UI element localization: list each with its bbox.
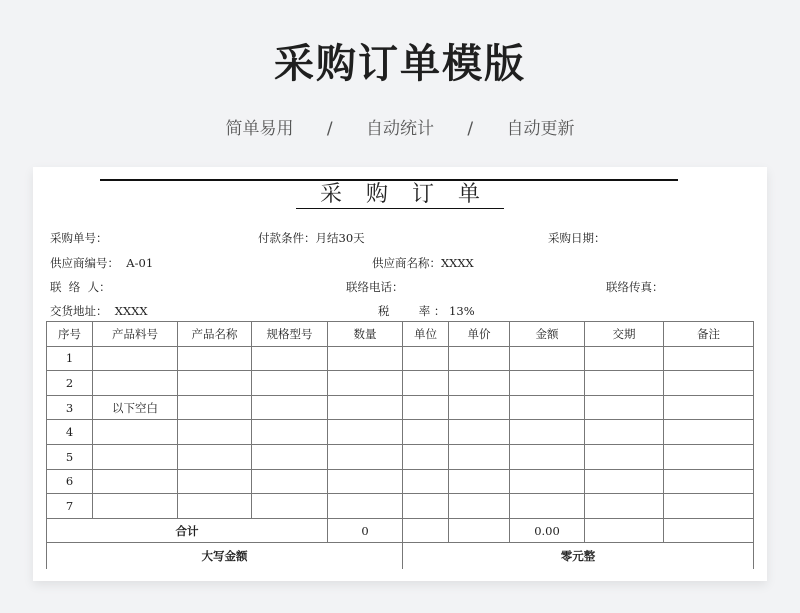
- purchase-order-sheet: [33, 167, 767, 581]
- table-cell[interactable]: [664, 444, 754, 469]
- row-number[interactable]: 6: [47, 469, 93, 494]
- table-cell[interactable]: [449, 371, 510, 396]
- table-cell[interactable]: [252, 444, 328, 469]
- table-cell[interactable]: [449, 444, 510, 469]
- separator: /: [467, 119, 474, 139]
- table-cell[interactable]: [403, 494, 449, 519]
- subtitle: [0, 114, 800, 139]
- tax-field: 税 率 ： 13%: [378, 304, 475, 318]
- table-cell[interactable]: [252, 494, 328, 519]
- date-field: 采购日期：: [548, 231, 606, 245]
- table-cell[interactable]: [403, 469, 449, 494]
- page-title: 采购订单模版: [274, 41, 526, 87]
- tag-easy: 简单易用: [225, 119, 294, 139]
- table-cell[interactable]: [328, 469, 403, 494]
- col-header: 金额: [510, 322, 585, 347]
- table-cell[interactable]: [585, 371, 664, 396]
- row-number[interactable]: 7: [47, 494, 93, 519]
- table-cell[interactable]: [178, 469, 252, 494]
- capital-row: [47, 543, 754, 570]
- col-header: 产品名称: [178, 322, 252, 347]
- table-cell[interactable]: [664, 494, 754, 519]
- table-row: [47, 444, 754, 469]
- table-cell[interactable]: [178, 494, 252, 519]
- table-cell[interactable]: [403, 444, 449, 469]
- table-cell[interactable]: [178, 420, 252, 445]
- table-cell[interactable]: [585, 346, 664, 371]
- row-number[interactable]: 1: [47, 346, 93, 371]
- row-number[interactable]: 2: [47, 371, 93, 396]
- table-cell[interactable]: [585, 395, 664, 420]
- table-cell[interactable]: [449, 494, 510, 519]
- table-cell[interactable]: [664, 420, 754, 445]
- total-amount: 0.00: [510, 518, 585, 543]
- address-field: 交货地址： XXXX: [50, 304, 148, 318]
- col-header: 单价: [449, 322, 510, 347]
- table-cell[interactable]: [449, 395, 510, 420]
- col-header: 产品料号: [93, 322, 178, 347]
- table-row: [47, 420, 754, 445]
- table-cell[interactable]: [178, 444, 252, 469]
- table-cell[interactable]: [585, 444, 664, 469]
- table-cell[interactable]: [403, 420, 449, 445]
- separator: /: [326, 119, 333, 139]
- part-no-cell[interactable]: [93, 420, 178, 445]
- table-row: [47, 371, 754, 396]
- table-cell[interactable]: [585, 420, 664, 445]
- table-cell[interactable]: [585, 469, 664, 494]
- table-row: [47, 395, 754, 420]
- table-cell[interactable]: [328, 395, 403, 420]
- fax-field: 联络传真：: [606, 280, 664, 294]
- part-no-cell[interactable]: [93, 444, 178, 469]
- col-header: 交期: [585, 322, 664, 347]
- table-cell[interactable]: [449, 469, 510, 494]
- table-row: [47, 346, 754, 371]
- divider: [100, 179, 678, 181]
- capital-value: 零元整: [403, 543, 754, 570]
- table-cell[interactable]: [252, 469, 328, 494]
- tag-auto-update: 自动更新: [506, 119, 575, 139]
- table-cell[interactable]: [252, 420, 328, 445]
- table-cell[interactable]: [403, 346, 449, 371]
- table-cell[interactable]: [510, 395, 585, 420]
- table-cell[interactable]: [510, 444, 585, 469]
- order-no-field: 采购单号：: [50, 231, 108, 245]
- total-row: [47, 518, 754, 543]
- col-header: 备注: [664, 322, 754, 347]
- table-cell[interactable]: [178, 371, 252, 396]
- table-header: [47, 322, 754, 347]
- payment-field: 付款条件：月结30天: [258, 231, 365, 245]
- table-cell[interactable]: [178, 346, 252, 371]
- doc-title: 采购订单: [296, 182, 504, 209]
- table-cell[interactable]: [510, 494, 585, 519]
- total-qty: 0: [328, 518, 403, 543]
- table-row: [47, 494, 754, 519]
- table-cell[interactable]: [328, 494, 403, 519]
- row-number[interactable]: 3: [47, 395, 93, 420]
- table-cell[interactable]: [510, 420, 585, 445]
- row-number[interactable]: 4: [47, 420, 93, 445]
- table-cell[interactable]: [403, 395, 449, 420]
- capital-label: 大写金额: [47, 543, 403, 570]
- table-cell[interactable]: [252, 395, 328, 420]
- table-cell[interactable]: [585, 494, 664, 519]
- table-cell[interactable]: [252, 371, 328, 396]
- table-cell[interactable]: [510, 469, 585, 494]
- part-no-cell[interactable]: [93, 469, 178, 494]
- part-no-cell[interactable]: [93, 371, 178, 396]
- row-number[interactable]: 5: [47, 444, 93, 469]
- col-header: 序号: [47, 322, 93, 347]
- table-row: [47, 469, 754, 494]
- tag-auto-stat: 自动统计: [366, 119, 434, 139]
- table-cell[interactable]: [328, 420, 403, 445]
- table-cell[interactable]: [664, 371, 754, 396]
- table-cell[interactable]: [328, 371, 403, 396]
- total-label: 合计: [47, 518, 328, 543]
- table-cell[interactable]: [449, 346, 510, 371]
- table-cell[interactable]: [328, 346, 403, 371]
- col-header: 单位: [403, 322, 449, 347]
- table-cell[interactable]: [510, 371, 585, 396]
- table-cell[interactable]: [449, 420, 510, 445]
- part-no-cell[interactable]: [93, 494, 178, 519]
- table-cell[interactable]: [178, 395, 252, 420]
- table-cell[interactable]: [664, 469, 754, 494]
- order-table: [46, 321, 754, 569]
- part-no-cell[interactable]: 以下空白: [93, 395, 178, 420]
- table-cell[interactable]: [664, 395, 754, 420]
- part-no-cell[interactable]: [93, 346, 178, 371]
- phone-field: 联络电话：: [346, 280, 404, 294]
- table-cell[interactable]: [252, 346, 328, 371]
- table-cell[interactable]: [403, 371, 449, 396]
- col-header: 数量: [328, 322, 403, 347]
- supplier-no-field: 供应商编号： A-01: [50, 256, 154, 270]
- table-cell[interactable]: [510, 346, 585, 371]
- supplier-name-field: 供应商名称：XXXX: [372, 256, 474, 270]
- table-cell[interactable]: [328, 444, 403, 469]
- table-cell[interactable]: [664, 346, 754, 371]
- contact-field: 联 络 人：: [50, 280, 111, 294]
- col-header: 规格型号: [252, 322, 328, 347]
